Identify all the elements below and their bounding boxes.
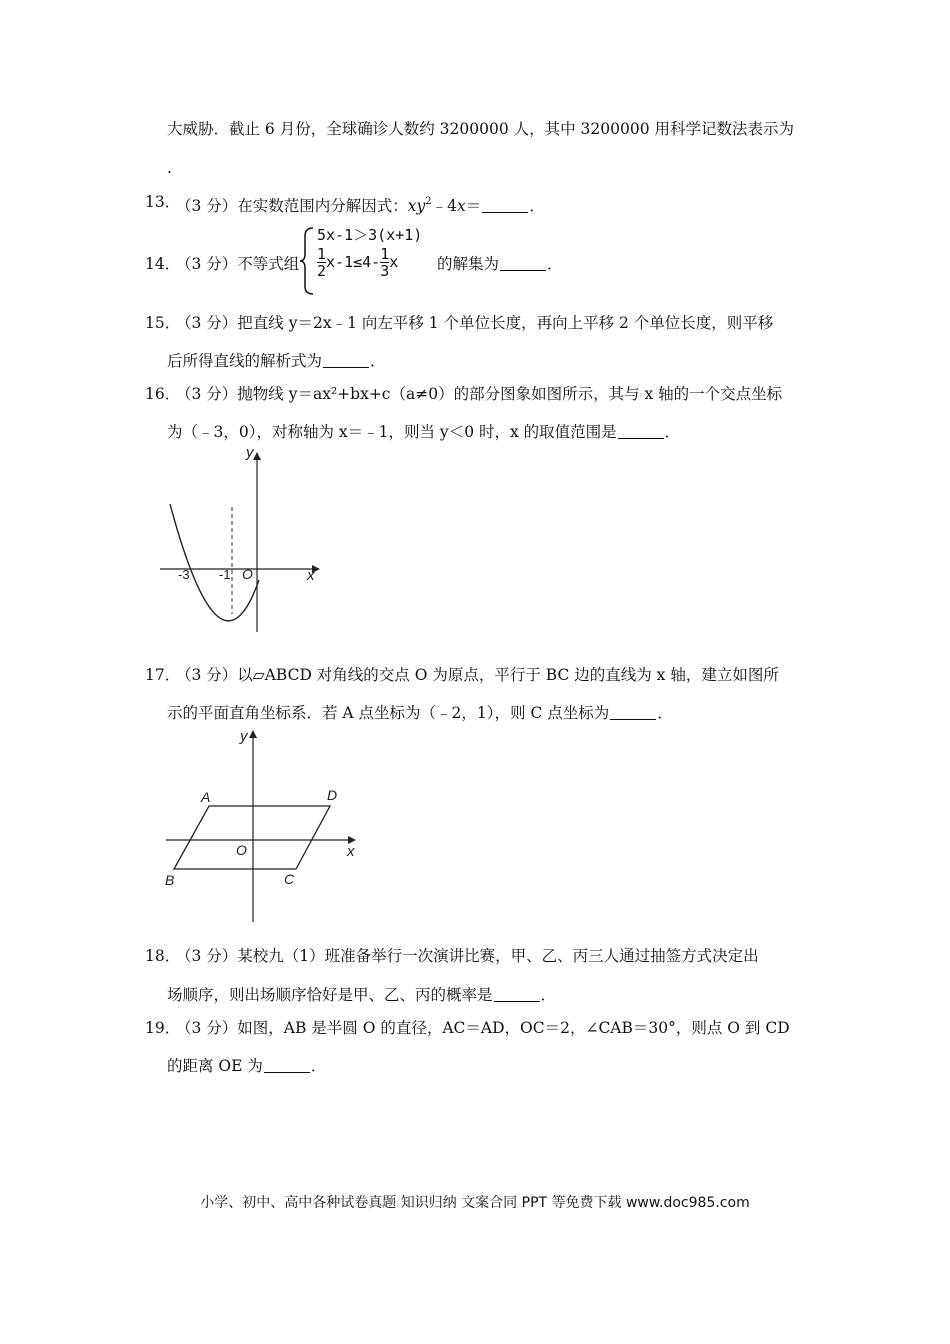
q14-inequality-2 xyxy=(317,246,398,279)
q14-number: 14． xyxy=(145,255,181,273)
vertex-label-c: C xyxy=(284,871,295,887)
q16-end: ． xyxy=(664,423,681,441)
vertex-label-b: B xyxy=(165,872,175,888)
q18-line2-text: 场顺序，则出场顺序恰好是甲、乙、丙的概率是 xyxy=(167,986,493,1004)
answer-blank xyxy=(494,987,540,1002)
q19-line2-text: 的距离 OE 为 xyxy=(167,1057,263,1075)
q19-end: ． xyxy=(310,1057,327,1075)
vertex-label-a: A xyxy=(201,789,211,805)
x-axis-label: x xyxy=(347,843,355,860)
q13-text xyxy=(176,192,545,216)
q13-expr-a: xy xyxy=(407,197,426,215)
q14-inequality-1: 5x-1＞3(x+1) xyxy=(317,226,423,244)
q16-line2-text: 为（﹣3，0），对称轴为 x＝﹣1，则当 y＜0 时，x 的取值范围是 xyxy=(167,423,617,441)
q19-text-line2 xyxy=(167,1056,326,1076)
q13-expr-d: ＝ xyxy=(465,197,482,215)
answer-blank xyxy=(610,705,656,720)
y-axis-label: y xyxy=(246,444,254,461)
origin-label: O xyxy=(236,842,247,858)
answer-blank xyxy=(618,424,664,439)
q15-number: 15． xyxy=(145,314,181,332)
q16-text-line1: （3 分）抛物线 y＝ax²+bx+c（a≠0）的部分图象如图所示，其与 x 轴的一个交点坐标 xyxy=(176,385,783,403)
q16-parabola-figure xyxy=(160,444,320,636)
q16-number: 16． xyxy=(145,385,181,403)
answer-blank xyxy=(482,198,528,213)
q17-number: 17． xyxy=(145,666,181,684)
parallelogram-abcd xyxy=(174,806,330,869)
brace-icon xyxy=(300,226,316,296)
y-axis-arrow-icon xyxy=(249,730,257,738)
q15-text-line2 xyxy=(167,351,386,371)
q13-end: ． xyxy=(529,197,545,215)
q14-end: ． xyxy=(547,255,563,273)
q19-text-line1: （3 分）如图，AB 是半圆 O 的直径，AC＝AD，OC＝2，∠CAB＝30°，则点 O 到 CD xyxy=(176,1019,790,1037)
q13-expr-c: x xyxy=(457,197,466,215)
answer-blank xyxy=(323,353,369,368)
fraction-denominator: 2 xyxy=(317,262,327,280)
fraction-numerator: 1 xyxy=(317,245,327,263)
x-axis-label: x xyxy=(307,567,315,584)
parabola-curve xyxy=(170,504,259,621)
vertex-label-d: D xyxy=(327,787,338,803)
q17-line2-text: 示的平面直角坐标系．若 A 点坐标为（﹣2，1），则 C 点坐标为 xyxy=(167,704,610,722)
q13-number: 13． xyxy=(145,193,181,211)
answer-blank xyxy=(264,1058,310,1073)
q13-prompt: （3 分）在实数范围内分解因式： xyxy=(176,197,408,215)
q14-fraction-1 xyxy=(317,246,326,279)
q19-number: 19． xyxy=(145,1019,181,1037)
q13-expr-b: ﹣4 xyxy=(431,197,458,215)
q12-text-line1: 大威胁．截止 6 月份，全球确诊人数约 3200000 人，其中 3200000 用科学记数法表示为 xyxy=(167,120,794,138)
q17-text-line1: （3 分）以▱ABCD 对角线的交点 O 为原点，平行于 BC 边的直线为 x 轴，建立如图所 xyxy=(176,666,779,684)
tick-label-minus-3: -3 xyxy=(178,567,190,582)
q14-tail xyxy=(437,254,563,274)
answer-blank xyxy=(500,256,546,271)
q18-end: ． xyxy=(540,986,557,1004)
q17-text-line2 xyxy=(167,703,673,723)
origin-label: O xyxy=(242,566,253,582)
q15-end: ． xyxy=(370,352,386,370)
q17-parallelogram-figure xyxy=(160,728,365,924)
y-axis-arrow-icon xyxy=(253,452,261,460)
q16-text-line2 xyxy=(167,422,680,442)
q14-tail-text: 的解集为 xyxy=(437,255,500,273)
y-axis-label: y xyxy=(240,728,248,745)
q14-inequality-2-mid: x-1≤4- xyxy=(326,253,381,271)
page-footer: 小学、初中、高中各种试卷真题 知识归纳 文案合同 PPT 等免费下载 www.doc985.com xyxy=(200,1195,750,1211)
q18-number: 18． xyxy=(145,947,181,965)
q17-end: ． xyxy=(657,704,673,722)
q15-text-line1: （3 分）把直线 y＝2x﹣1 向左平移 1 个单位长度，再向上平移 2 个单位长度，则平移 xyxy=(176,314,774,332)
q18-text-line2 xyxy=(167,985,556,1005)
q14-inequality-2-end: x xyxy=(389,253,399,271)
q13-exponent: 2 xyxy=(425,196,432,207)
q14-prompt: （3 分）不等式组 xyxy=(176,255,300,273)
fraction-denominator: 3 xyxy=(380,262,390,280)
q12-text-line2: . xyxy=(167,159,172,177)
q18-text-line1: （3 分）某校九（1）班准备举行一次演讲比赛，甲、乙、丙三人通过抽签方式决定出 xyxy=(176,947,759,965)
tick-label-minus-1: -1 xyxy=(219,567,231,582)
q14-fraction-2 xyxy=(380,246,389,279)
q15-line2-text: 后所得直线的解析式为 xyxy=(167,352,323,370)
fraction-numerator: 1 xyxy=(380,245,390,263)
